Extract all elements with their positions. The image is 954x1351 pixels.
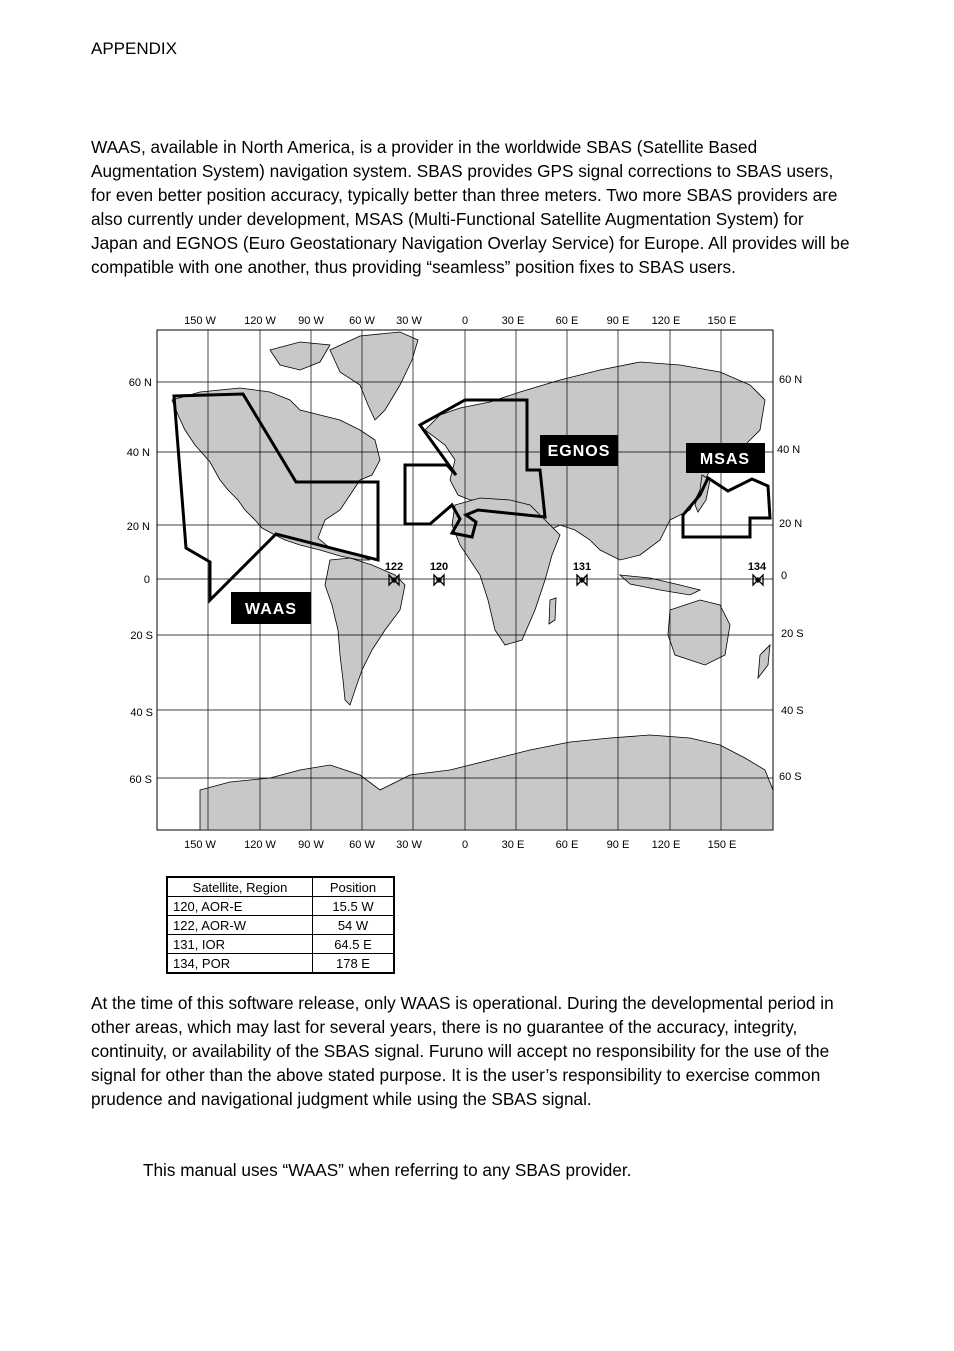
lon-label: 120 E [651, 839, 681, 851]
sbas-coverage-map [0, 305, 954, 865]
lat-label: 40 N [126, 447, 150, 459]
lat-label: 0 [143, 574, 150, 586]
table-row [167, 954, 394, 974]
lon-label: 0 [461, 839, 469, 851]
intro-paragraph: WAAS, available in North America, is a provider in the worldwide SBAS (Satellite Based Augmentation System) navigation system. SBAS provides GPS signal corrections to SBAS users, for even better position accuracy, typically better than three meters. Two more SBAS providers are also currently under development, MSAS (Multi-Functional Satellite Augmentation System) for Japan and EGNOS (Euro Geostationary Navigation Overlay Service) for Europe. All provides will be compatible with one another, thus providing “seamless” position fixes to SBAS users. [91, 137, 850, 278]
lat-label: 60 N [779, 374, 803, 386]
table-cell: 122, AOR-W [167, 916, 313, 935]
satellite-position-table [166, 876, 395, 974]
lat-labels-right [777, 374, 804, 783]
lat-label: 20 S [781, 628, 804, 640]
column-header: Satellite, Region [167, 877, 313, 897]
table-cell: 54 W [313, 916, 395, 935]
lon-label: 90 E [606, 315, 630, 327]
body-paragraph: At the time of this software release, only WAAS is operational. During the developmental period in other areas, which may last for several years, there is no guarantee of the accuracy, integrity, continuity, or availability of the SBAS signal. Furuno will accept no responsibility for the use of the signal for other than the above stated purpose. It is the user’s responsibility to exercise common prudence and navigational judgment while using the SBAS signal. [91, 993, 834, 1110]
lon-label: 90 W [298, 839, 324, 851]
table-header-row [167, 877, 394, 897]
lon-label: 120 E [651, 315, 681, 327]
egnos-label [540, 435, 618, 466]
lon-label: 60 W [349, 315, 375, 327]
lon-label: 60 E [555, 839, 579, 851]
lat-labels-left [127, 377, 153, 786]
lon-label: 0 [461, 315, 469, 327]
lon-label: 150 W [184, 839, 216, 851]
lon-label: 30 W [396, 315, 422, 327]
lon-label: 150 E [707, 839, 737, 851]
lon-labels-top [184, 315, 736, 327]
lat-label: 20 S [130, 630, 153, 642]
lon-label: 30 E [501, 839, 525, 851]
table-cell: 131, IOR [167, 935, 313, 954]
msas-label-text: MSAS [699, 451, 751, 468]
waas-label [231, 592, 311, 624]
satellite-134-label: 134 [747, 561, 767, 573]
lon-label: 120 W [244, 315, 276, 327]
lon-label: 90 W [298, 315, 324, 327]
waas-label-text: WAAS [245, 601, 297, 618]
table-row [167, 897, 394, 916]
lon-label: 90 E [606, 839, 630, 851]
page-header: APPENDIX [91, 39, 177, 58]
satellite-131-label: 131 [572, 561, 592, 573]
lat-label: 40 S [130, 707, 153, 719]
satellite-122-label: 122 [384, 561, 404, 573]
lat-label: 40 N [777, 444, 801, 456]
lon-label: 30 W [396, 839, 422, 851]
lat-label: 60 N [128, 377, 152, 389]
egnos-label-text: EGNOS [547, 443, 611, 460]
table-row [167, 935, 394, 954]
note-text: This manual uses “WAAS” when referring to any SBAS provider. [143, 1160, 632, 1180]
table-row [167, 916, 394, 935]
lat-label: 60 S [779, 771, 802, 783]
table-cell: 64.5 E [313, 935, 395, 954]
table-cell: 134, POR [167, 954, 313, 974]
lat-label: 40 S [781, 705, 804, 717]
lat-label: 0 [781, 570, 788, 582]
lat-label: 20 N [126, 521, 150, 533]
table-cell: 178 E [313, 954, 395, 974]
lat-label: 60 S [129, 774, 152, 786]
lon-label: 150 E [707, 315, 737, 327]
satellite-120-label: 120 [429, 561, 449, 573]
lon-label: 30 E [501, 315, 525, 327]
madagascar [549, 598, 556, 624]
lon-label: 60 E [555, 315, 579, 327]
lon-label: 60 W [349, 839, 375, 851]
table-cell: 120, AOR-E [167, 897, 313, 916]
lon-labels-bottom [184, 839, 736, 851]
table-cell: 15.5 W [313, 897, 395, 916]
msas-label [686, 443, 765, 473]
column-header: Position [313, 877, 395, 897]
lon-label: 150 W [184, 315, 216, 327]
lat-label: 20 N [779, 518, 803, 530]
lon-label: 120 W [244, 839, 276, 851]
